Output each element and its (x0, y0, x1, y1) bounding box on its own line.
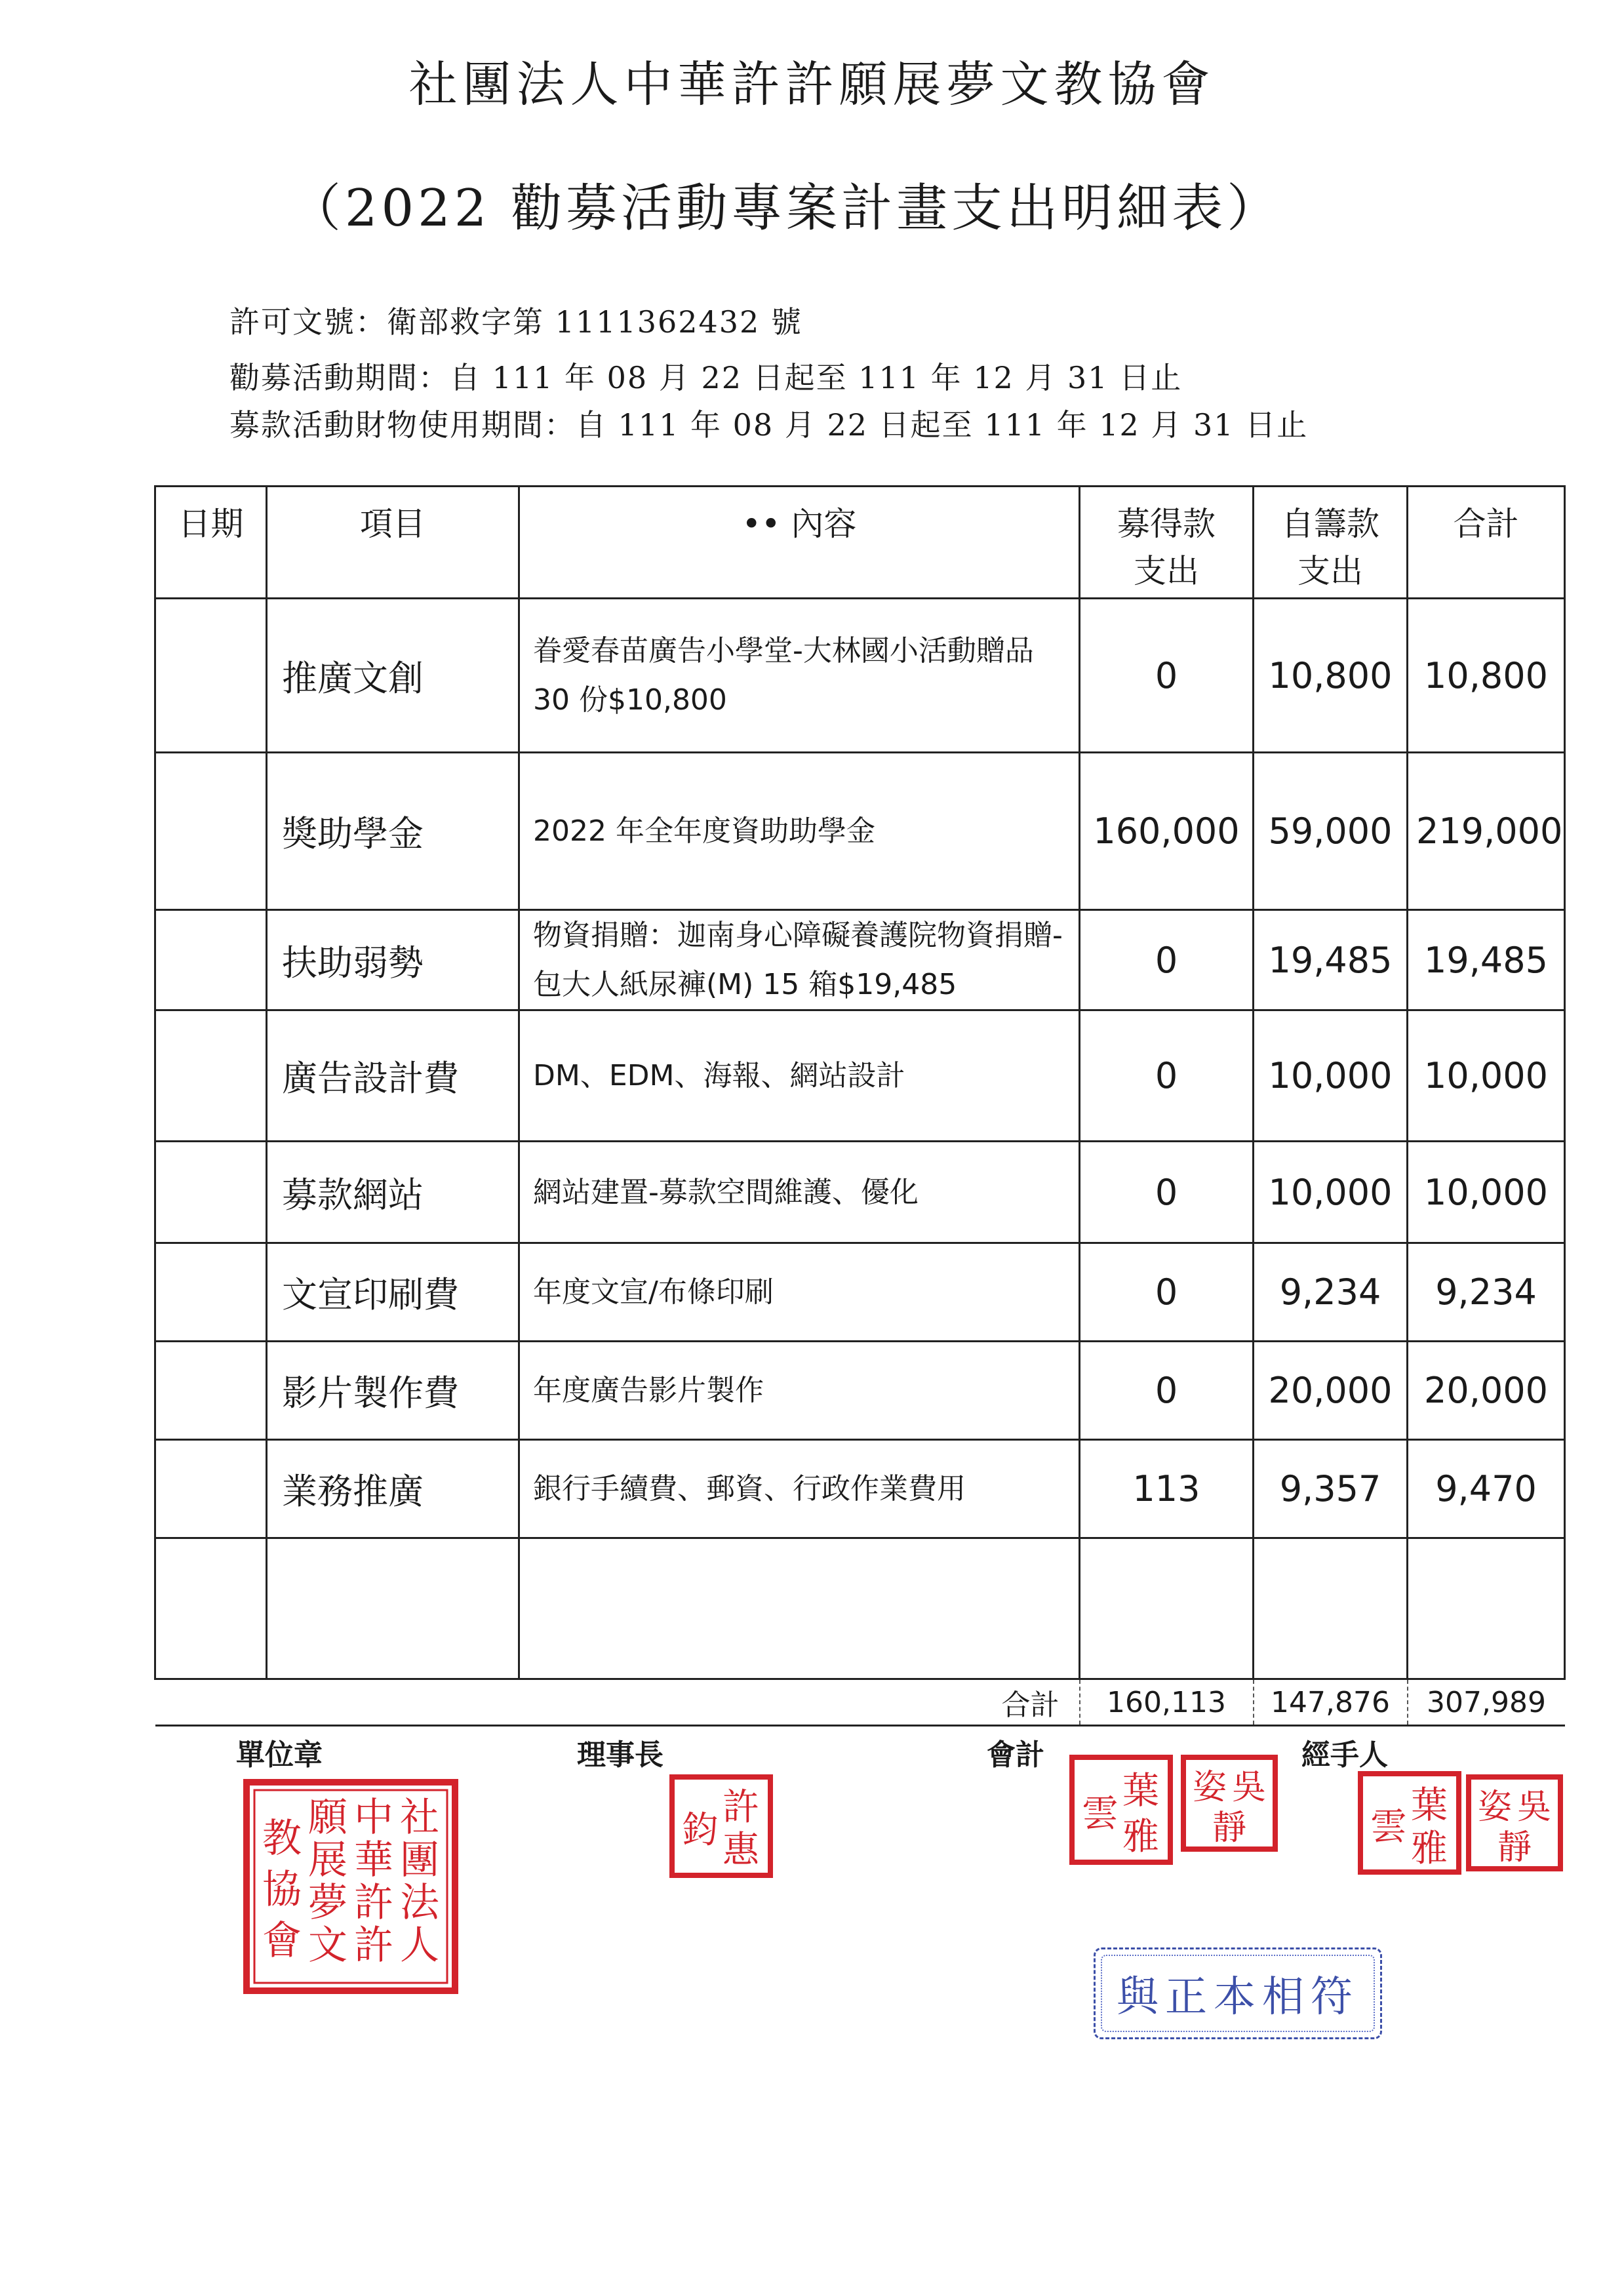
svg-text:靜: 靜 (1212, 1808, 1247, 1848)
table-row (155, 1010, 1565, 1142)
svg-text:吳: 吳 (1231, 1768, 1267, 1807)
row-raised: 0 (1080, 1010, 1254, 1142)
row-raised: 0 (1080, 1142, 1254, 1243)
row-date (155, 599, 267, 753)
chairman-label: 理事長 (577, 1738, 663, 1772)
row-self: 9,357 (1254, 1440, 1408, 1538)
row-total: 9,470 (1408, 1440, 1565, 1538)
row-date (155, 1243, 267, 1342)
row-date (155, 1142, 267, 1243)
row-total: 10,000 (1408, 1142, 1565, 1243)
header-total: 合計 (1408, 487, 1565, 599)
svg-text:人: 人 (400, 1923, 439, 1968)
document-title: 社團法人中華許許願展夢文教協會 (408, 56, 1216, 113)
header-self (1254, 487, 1408, 599)
row-total: 10,800 (1408, 599, 1565, 753)
row-date (155, 1538, 267, 1679)
svg-text:惠: 惠 (723, 1829, 759, 1871)
row-raised (1080, 1538, 1254, 1679)
organization-seal (243, 1778, 459, 1995)
row-self: 10,000 (1254, 1010, 1408, 1142)
row-self: 9,234 (1254, 1243, 1408, 1342)
row-total: 9,234 (1408, 1243, 1565, 1342)
row-content: 年度廣告影片製作 (519, 1342, 1080, 1440)
row-content: 眷愛春苗廣告小學堂-大林國小活動贈品 30 份$10,800 (519, 599, 1080, 753)
svg-text:葉: 葉 (1411, 1784, 1448, 1827)
row-item: 獎助學金 (267, 753, 519, 910)
svg-text:許: 許 (354, 1923, 393, 1968)
row-raised: 0 (1080, 910, 1254, 1010)
header-content: •• 內容 (519, 487, 1080, 599)
usage-period: 募款活動財物使用期間：自 111 年 08 月 22 日起至 111 年 12 月 31 日止 (229, 407, 1309, 443)
total-total: 307,989 (1408, 1679, 1565, 1726)
svg-text:社: 社 (400, 1795, 439, 1841)
table-row (155, 1342, 1565, 1440)
row-total (1408, 1538, 1565, 1679)
row-total: 219,000 (1408, 753, 1565, 910)
row-self: 10,800 (1254, 599, 1408, 753)
table-row (155, 1243, 1565, 1342)
row-raised: 160,000 (1080, 753, 1254, 910)
svg-text:許: 許 (723, 1786, 759, 1829)
row-content: 網站建置-募款空間維護、優化 (519, 1142, 1080, 1243)
svg-text:姿: 姿 (1192, 1768, 1227, 1807)
row-date (155, 910, 267, 1010)
row-self: 59,000 (1254, 753, 1408, 910)
row-raised: 113 (1080, 1440, 1254, 1538)
row-total: 10,000 (1408, 1010, 1565, 1142)
svg-text:鈞: 鈞 (682, 1809, 719, 1852)
row-content (519, 1538, 1080, 1679)
row-content: 2022 年全年度資助助學金 (519, 753, 1080, 910)
certified-true-copy-stamp: 與正本相符 (1094, 1947, 1382, 2039)
row-item: 推廣文創 (267, 599, 519, 753)
row-content: 物資捐贈：迦南身心障礙養護院物資捐贈-包大人紙尿褲(M) 15 箱$19,485 (519, 910, 1080, 1010)
row-content: 年度文宣/布條印刷 (519, 1243, 1080, 1342)
svg-text:靜: 靜 (1497, 1828, 1532, 1867)
svg-text:願: 願 (308, 1795, 347, 1841)
table-total-row (155, 1679, 1565, 1726)
table-row (155, 1142, 1565, 1243)
row-item (267, 1538, 519, 1679)
svg-text:法: 法 (400, 1880, 439, 1926)
row-self: 10,000 (1254, 1142, 1408, 1243)
header-raised-line2: 支出 (1134, 552, 1199, 590)
svg-text:會: 會 (262, 1918, 302, 1964)
table-row (155, 910, 1565, 1010)
table-row (155, 599, 1565, 753)
table-row (155, 753, 1565, 910)
row-raised: 0 (1080, 599, 1254, 753)
row-item: 扶助弱勢 (267, 910, 519, 1010)
row-total: 19,485 (1408, 910, 1565, 1010)
handler-seal-1 (1357, 1770, 1462, 1875)
header-raised (1080, 487, 1254, 599)
table-row (155, 1440, 1565, 1538)
svg-text:雲: 雲 (1370, 1806, 1407, 1848)
row-item: 募款網站 (267, 1142, 519, 1243)
svg-text:雲: 雲 (1082, 1793, 1119, 1835)
svg-text:中: 中 (354, 1795, 393, 1841)
header-raised-line1: 募得款 (1117, 505, 1216, 543)
chairman-seal (669, 1774, 774, 1879)
svg-text:團: 團 (400, 1837, 439, 1883)
header-self-line1: 自籌款 (1281, 505, 1379, 543)
svg-text:華: 華 (354, 1837, 393, 1883)
permit-number: 許可文號：衛部救字第 1111362432 號 (229, 304, 802, 340)
svg-text:雅: 雅 (1122, 1816, 1159, 1858)
header-self-line2: 支出 (1297, 552, 1363, 590)
table-row (155, 1538, 1565, 1679)
svg-text:文: 文 (308, 1923, 347, 1968)
total-self: 147,876 (1254, 1679, 1408, 1726)
unit-seal-label: 單位章 (236, 1738, 323, 1772)
svg-text:雅: 雅 (1411, 1827, 1448, 1870)
table-header-row (155, 487, 1565, 599)
row-date (155, 1440, 267, 1538)
total-label: 合計 (155, 1679, 1080, 1726)
document-subtitle: （2022 勸募活動專案計畫支出明細表） (289, 179, 1282, 238)
row-raised: 0 (1080, 1243, 1254, 1342)
row-self: 19,485 (1254, 910, 1408, 1010)
accountant-label: 會計 (987, 1738, 1044, 1772)
accountant-seal-2 (1180, 1754, 1278, 1852)
row-item: 廣告設計費 (267, 1010, 519, 1142)
svg-text:姿: 姿 (1477, 1787, 1513, 1827)
handler-label: 經手人 (1301, 1738, 1388, 1772)
svg-text:教: 教 (262, 1816, 302, 1862)
row-content: 銀行手續費、郵資、行政作業費用 (519, 1440, 1080, 1538)
svg-text:吳: 吳 (1516, 1787, 1552, 1827)
row-item: 業務推廣 (267, 1440, 519, 1538)
row-total: 20,000 (1408, 1342, 1565, 1440)
row-self: 20,000 (1254, 1342, 1408, 1440)
row-item: 影片製作費 (267, 1342, 519, 1440)
handler-seal-2 (1465, 1774, 1564, 1872)
expense-table (154, 485, 1566, 1726)
accountant-seal-1 (1069, 1754, 1174, 1866)
campaign-period: 勸募活動期間：自 111 年 08 月 22 日起至 111 年 12 月 31 日止 (229, 360, 1183, 395)
total-raised: 160,113 (1080, 1679, 1254, 1726)
row-date (155, 1342, 267, 1440)
svg-text:葉: 葉 (1122, 1770, 1159, 1812)
svg-text:協: 協 (262, 1867, 302, 1913)
row-date (155, 753, 267, 910)
header-date: 日期 (155, 487, 267, 599)
row-content: DM、EDM、海報、網站設計 (519, 1010, 1080, 1142)
svg-text:許: 許 (354, 1880, 393, 1926)
svg-text:展: 展 (308, 1837, 347, 1883)
row-date (155, 1010, 267, 1142)
header-item: 項目 (267, 487, 519, 599)
row-raised: 0 (1080, 1342, 1254, 1440)
svg-text:夢: 夢 (308, 1880, 347, 1926)
row-self (1254, 1538, 1408, 1679)
row-item: 文宣印刷費 (267, 1243, 519, 1342)
